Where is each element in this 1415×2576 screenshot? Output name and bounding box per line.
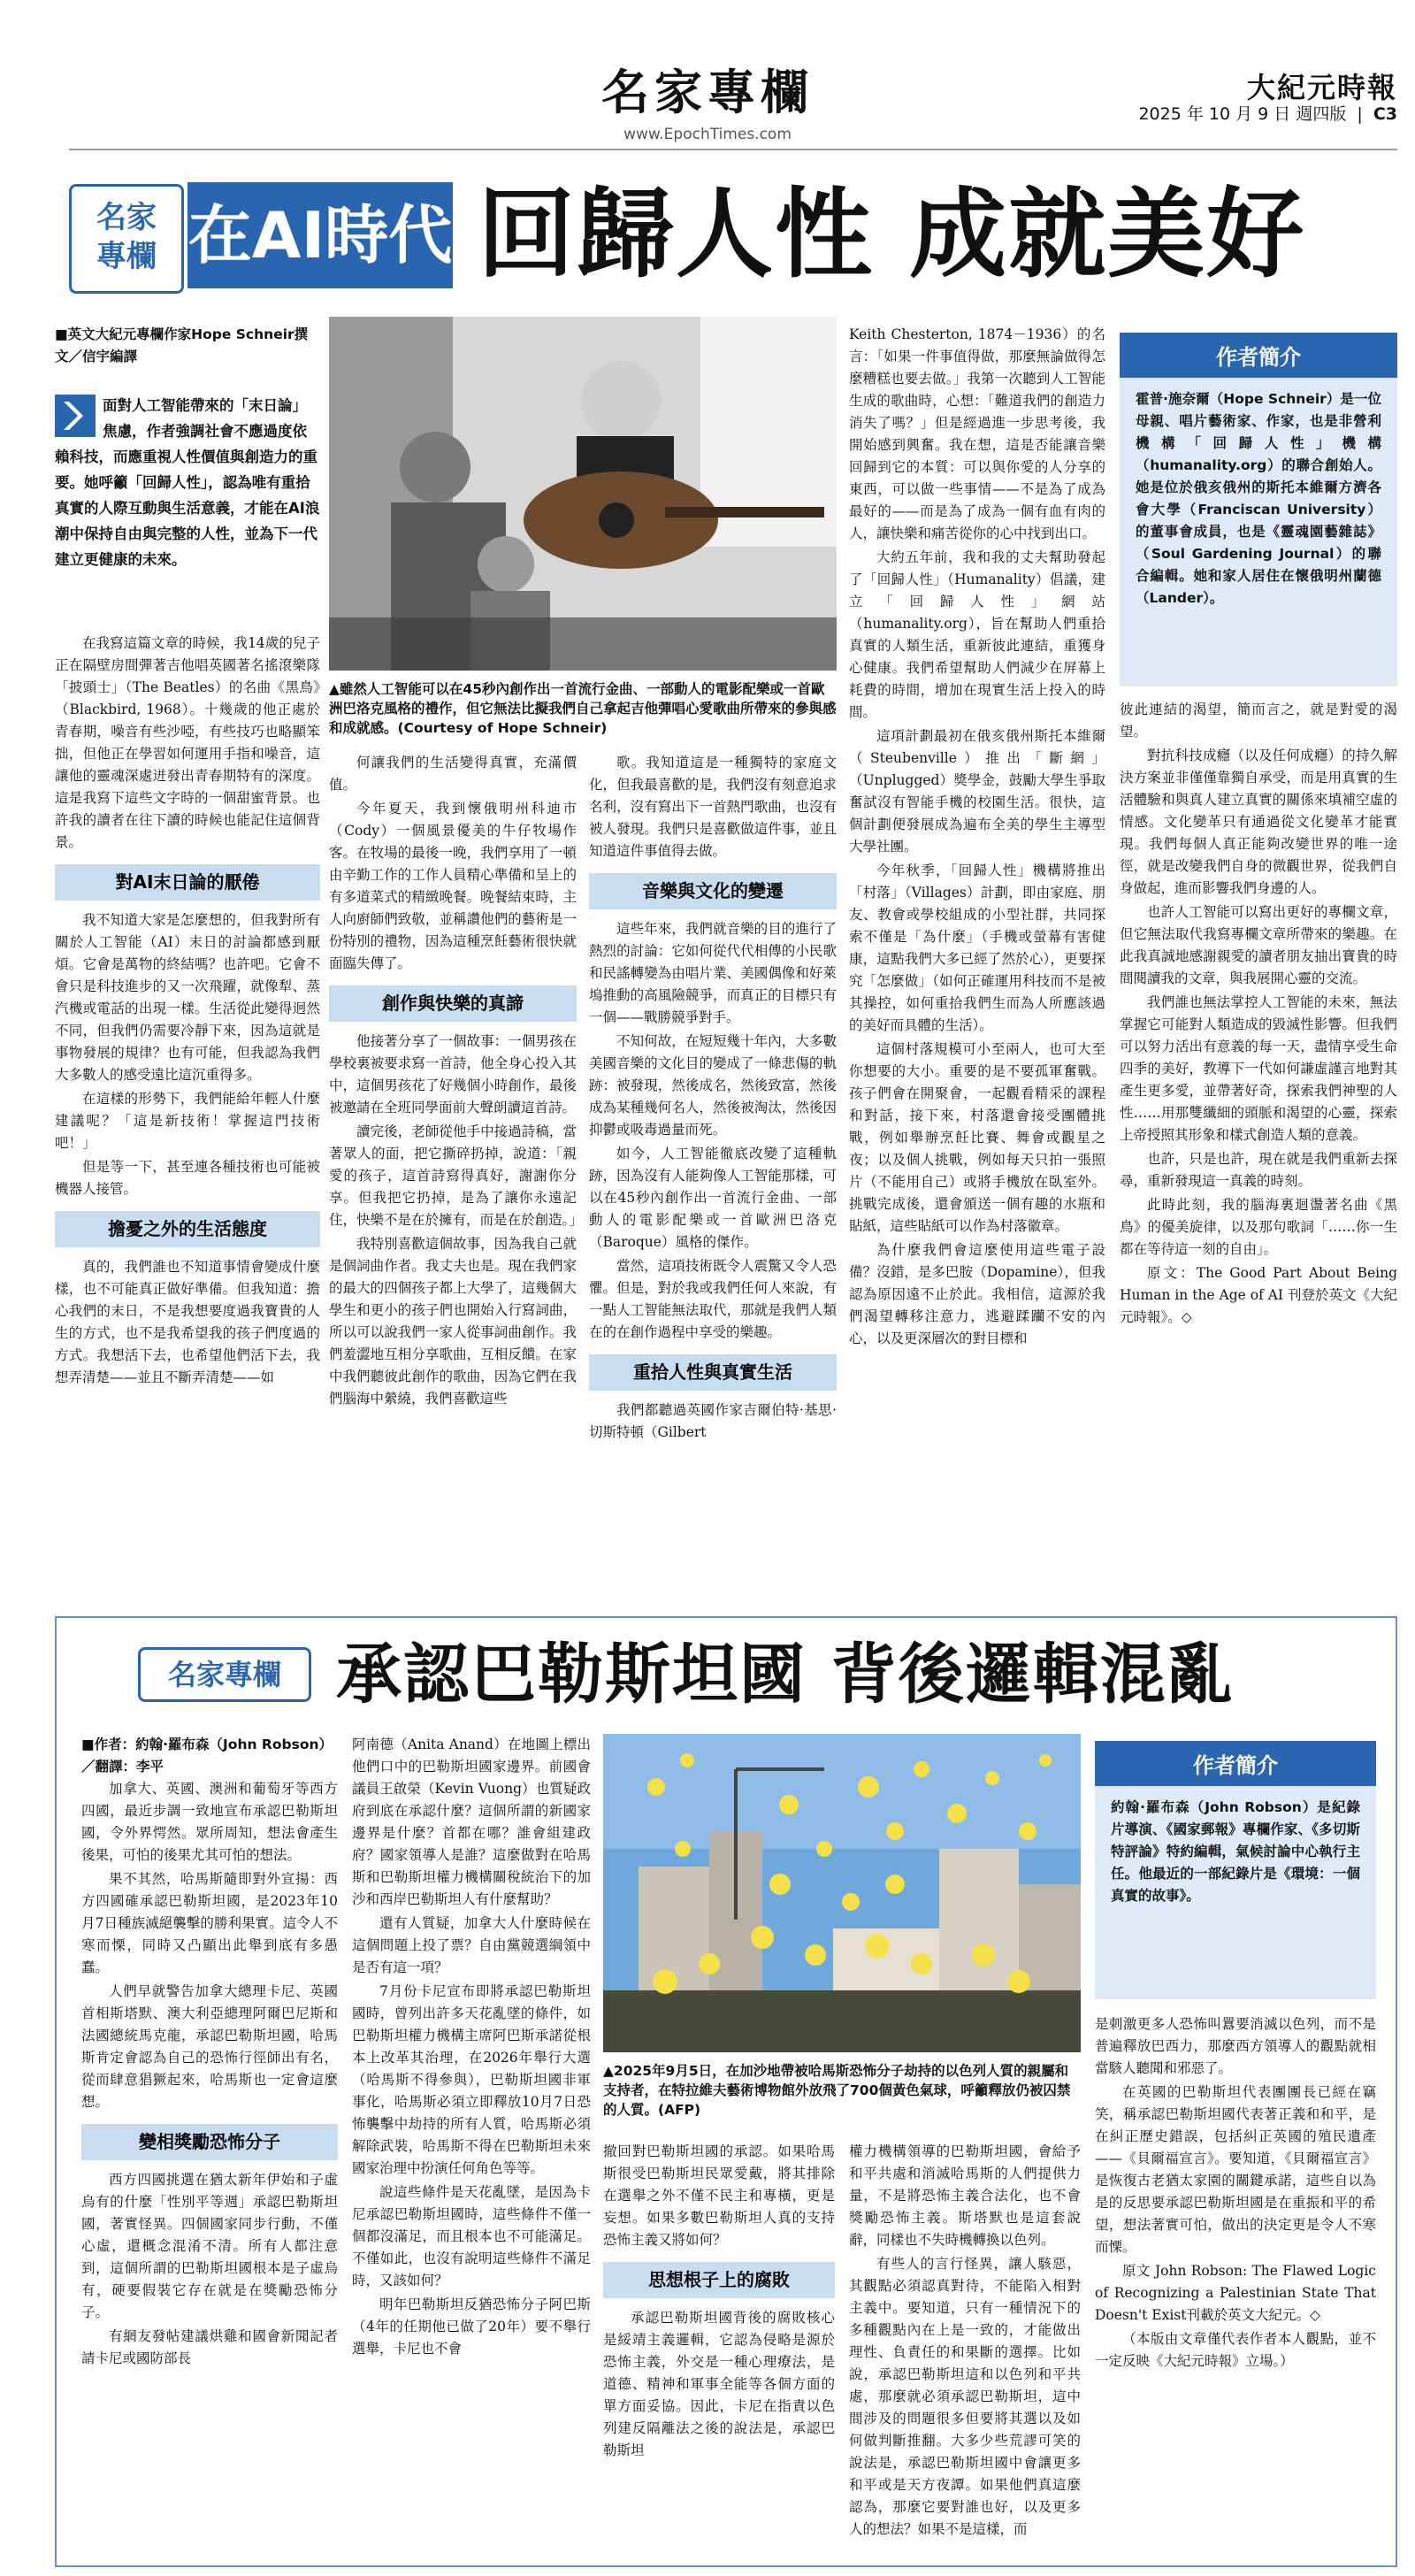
- article1-lede: [55, 393, 320, 572]
- paragraph: 當然，這項技術既令人震驚又令人恐懼。但是，對於我或我們任何人來說，有一點人工智能無法取代，那就是我們人類在的在創作過程中享受的樂趣。: [589, 1258, 837, 1340]
- paragraph: 何讓我們的生活變得真實，充滿價值。: [329, 755, 577, 793]
- article2-badge: 名家專欄: [138, 1647, 311, 1702]
- paragraph: 承認巴勒斯坦國背後的腐敗核心是綏靖主義邏輯，它認為侵略是源於恐怖主義，外交是一種心理療法，是道德、精神和軍事全能等各個方面的單方面妥協。因此，卡尼在指責以色列建反隔離法之後的說法是，承認巴勒斯坦: [603, 2310, 835, 2458]
- page-number: C3: [1373, 104, 1397, 124]
- masthead-rule: [69, 149, 1397, 150]
- article2-column-1: [81, 1778, 338, 2372]
- article1-title-main: 回歸人性 成就美好: [478, 177, 1306, 291]
- lede-arrow-icon: [55, 395, 96, 437]
- article1-title-ai: 在AI時代: [187, 182, 453, 288]
- paragraph: 不知何故，在短短幾十年內，大多數美國音樂的文化目的變成了一條悲傷的軌跡：被發現，然後成名，然後致富，然後成為某種幾何名人，然後被淘汰，然後因抑鬱或吸毒過量而死。: [589, 1033, 837, 1138]
- paragraph: 今年夏天，我到懷俄明州科迪市（Cody）一個風景優美的牛仔牧場作客。在牧場的最後一晚，我們享用了一頓由辛勤工作的工作人員精心準備和呈上的有多道菜式的精緻晚餐。晚餐結束時，主人向廚師們致敬，並稱讚他們的藝術是一份特別的禮物，因為這種烹飪藝術很快就面臨失傳了。: [329, 801, 577, 971]
- paragraph: 果不其然，哈馬斯隨即對外宣揚：西方四國確承認巴勒斯坦國，是2023年10月7日種族滅絕襲擊的勝利果實。這令人不寒而慄，同時又凸顯出此舉到底有多愚蠢。: [81, 1871, 338, 1975]
- paragraph: 歌。我知道這是一種獨特的家庭文化，但我最喜歡的是，我們沒有刻意追求名利，沒有寫出下一首熱門歌曲，也沒有被人發現。我們只是喜歡做這件事，並且知道這件事值得去做。: [589, 755, 837, 859]
- author-bio-box: [1120, 333, 1397, 686]
- paragraph: 7月份卡尼宣布即將承認巴勒斯坦國時，曾列出許多天花亂墜的條件，如巴勒斯坦權力機構主席阿巴斯承諾從根本上改革其治理，在2026年舉行大選（哈馬斯不得參與），巴勒斯坦國非軍事化，哈馬斯必須立即釋放10月7日恐怖襲擊中劫持的所有人質，哈馬斯必須解除武裝，哈馬斯不得在巴勒斯坦未來國家治理中扮演任何角色等等。: [352, 1983, 591, 2176]
- photo2-caption: ▲2025年9月5日，在加沙地帶被哈馬斯恐怖分子劫持的以色列人質的親屬和支持者，在特拉維夫藝術博物館外放飛了700個黃色氣球，呼籲釋放仍被囚禁的人質。(AFP): [603, 2063, 1071, 2118]
- paragraph: 也許，只是也許，現在就是我們重新去探尋，重新發現這一真義的時刻。: [1120, 1151, 1397, 1189]
- paragraph: 真的，我們誰也不知道事情會變成什麼樣，也不可能真正做好準備。但我知道：擔心我們的末日，不是我想要度過我寶貴的人生的方式，也不是我希望我的孩子們度過的方式。我想活下去，也希望他們活下去，我想弄清楚——並且不斷弄清楚——如: [55, 1259, 320, 1385]
- paragraph: 我們都聽過英國作家吉爾伯特·基思·切斯特頓（Gilbert: [589, 1402, 837, 1440]
- article2-column-4: [849, 2141, 1081, 2542]
- paragraph: 此時此刻，我的腦海裏迴盪著名曲《黑鳥》的優美旋律，以及那句歌詞「……你一生都在等待這一刻的自由」。: [1120, 1197, 1397, 1257]
- author-bio-box-2: [1095, 1741, 1376, 1999]
- paragraph: 這個村落規模可小至兩人，也可大至你想要的大小。重要的是不要孤軍奮戰。孩子們會在開聚會，一起觀看精采的課程和對話，接下來，村落還會接受團體挑戰，例如舉辦烹飪比賽、舞會或觀星之夜；以及個人挑戰，例如每天只拍一張照片（不能用自己）或將手機放在臥室外。挑戰完成後，還會頒送一個有趣的水瓶和貼紙，這些貼紙可以作為村落徽章。: [849, 1041, 1105, 1234]
- paragraph: 他接著分享了一個故事：一個男孩在學校裏被要求寫一首詩，他全身心投入其中，這個男孩花了好幾個小時創作，最後被邀請在全班同學面前大聲朗讀這首詩。: [329, 1033, 577, 1116]
- paragraph: 明年巴勒斯坦反猶恐怖分子阿巴斯（4年的任期他已做了20年）要不舉行選舉，卡尼也不會: [352, 2296, 591, 2357]
- section-title: 名家專欄: [601, 65, 814, 120]
- subhead-creation-joy: 創作與快樂的真諦: [329, 985, 577, 1022]
- paragraph: 大約五年前，我和我的丈夫幫助發起了「回歸人性」（Humanality）倡議，建立「回歸人性」網站（humanality.org），旨在幫助人們重拾真實的人類生活，重新彼此連結，重獲身心健康。我們希望幫助人們減少在屏幕上耗費的時間，增加在現實生活上投入的時間。: [849, 549, 1105, 720]
- subhead-ai-doom: 對AI末日論的厭倦: [55, 864, 320, 901]
- paragraph: 彼此連結的渴望，簡而言之，就是對愛的渴望。: [1120, 702, 1397, 740]
- paragraph: 是刺激更多人恐怖叫囂要消滅以色列，而不是普遍釋放巴西力，那麼西方領導人的觀點就相當駭人聽聞和邪惡了。: [1095, 2016, 1376, 2076]
- article1-badge: [69, 184, 184, 294]
- date-divider: |: [1357, 104, 1363, 124]
- paragraph: 原文：The Good Part About Being Human in the Age of AI 刊登於英文《大紀元時報》。◇: [1120, 1265, 1397, 1325]
- masthead: [0, 0, 1415, 168]
- paragraph: 撤回對巴勒斯坦國的承認。如果哈馬斯很受巴勒斯坦民眾愛戴，將其排除在選舉之外不僅不民主和專橫，更是妄想。如果多數巴勒斯坦人真的支持恐怖主義又將如何？: [603, 2143, 835, 2248]
- author-bio-title: 作者簡介: [1120, 333, 1397, 378]
- subhead-reward-terror: 變相獎勵恐怖分子: [81, 2124, 338, 2160]
- article1-column-5: [1120, 699, 1397, 1330]
- paragraph: 我不知道大家是怎麼想的，但我對所有關於人工智能（AI）末日的討論都感到厭煩。它會是萬物的終結嗎？也許吧。它會不會只是科技進步的又一次飛躍，就像犁、蒸汽機或電話的出現一樣。生活從此變得迥然不同，但我們仍需要冷靜下來，因為這就是事物發展的規律？也有可能，但我認為我們大多數人的感受遠比這沉重得多。: [55, 912, 320, 1083]
- paragraph: 今年秋季，「回歸人性」機構將推出「村落」（Villages）計劃，即由家庭、朋友、教會或學校組成的小型社群，共同探索不僅是「為什麼」（手機或螢幕有害健康，這點我們大多已經了然於心），更要探究「怎麼做」（如何正確運用科技而不是被其操控，如何重拾我們生而為人所應該過的美好而具體的生活）。: [849, 862, 1105, 1033]
- article2-column-2: [352, 1734, 591, 2362]
- paragraph: 原文 John Robson: The Flawed Logic of Recognizing a Palestinian State That Doesn't Exist刊載於英文大紀元。◇: [1095, 2263, 1376, 2323]
- article2-byline: ■作者：約翰·羅布森（John Robson）／翻譯：李平: [81, 1736, 333, 1775]
- badge-text: 名家 專欄: [96, 200, 157, 274]
- logo: 大紀元時報: [1246, 71, 1397, 104]
- paragraph: Keith Chesterton, 1874－1936）的名言：「如果一件事值得做，那麼無論做得怎麼糟糕也要去做。」我第一次聽到人工智能生成的歌曲時，心想：「難道我們的創造力消失了嗎？」但是經過進一步思考後，我開始感到興奮。我在想，這是否能讓音樂回歸到它的本質：可以與你愛的人分享的東西，可以做一些事情——不是為了成為最好的——而是為了成為一個有血有肉的人，讓快樂和痛苦從你的心中找到出口。: [849, 326, 1105, 541]
- date-text: 2025 年 10 月 9 日 週四版: [1138, 104, 1347, 124]
- issue-date: [1105, 101, 1397, 125]
- paragraph: 如今，人工智能徹底改變了這種軌跡，因為沒有人能夠像人工智能那樣，可以在45秒內創作出一首流行金曲、一部動人的電影配樂或一首歐洲巴洛克（Baroque）風格的傑作。: [589, 1146, 837, 1250]
- paragraph: 對抗科技成癮（以及任何成癮）的持久解決方案並非僅僅靠獨自承受，而是用真實的生活體驗和與真人建立真實的關係來填補空虛的情感。文化變革只有通過從文化變革才能實現。我們每個人真正能夠改變世界的唯一途徑，就是改變我們自身的微觀世界，從我們自身做起，進而影響我們身邊的人。: [1120, 748, 1397, 896]
- paragraph: 人們早就警告加拿大總理卡尼、英國首相斯塔默、澳大利亞總理阿爾巴尼斯和法國總統馬克龍，承認巴勒斯坦國，哈馬斯肯定會認為自己的恐怖行徑師出有名，從而肆意猖獗起來，哈馬斯也一定會這麼想。: [81, 1983, 338, 2110]
- paragraph: 但是等一下，甚至連各種技術也可能被機器人接管。: [55, 1159, 320, 1197]
- author-bio-text-2: 約翰·羅布森（John Robson）是紀錄片導演、《國家郵報》專欄作家、《多切斯特評論》特約編輯，氣候討論中心執行主任。他最近的一部紀錄片是《環境：一個真實的故事》。: [1111, 1799, 1360, 1904]
- article1-column-2: [329, 752, 583, 1412]
- article2-column-5: [1095, 2013, 1376, 2374]
- paragraph: 這項計劃最初在俄亥俄州斯托本維爾（Steubenville）推出「斷網」（Unplugged）獎學金，鼓勵大學生爭取奮試沒有智能手機的校園生活。很快，這個計劃便發展成為遍布全美的學生主導型大學社團。: [849, 728, 1105, 855]
- subhead-regain-humanity: 重拾人性與真實生活: [589, 1354, 837, 1391]
- subhead-life-attitude: 擔憂之外的生活態度: [55, 1211, 320, 1247]
- paragraph: 有網友發帖建議烘雞和國會新聞記者請卡尼或國防部長: [81, 2328, 338, 2366]
- paragraph: 阿南德（Anita Anand）在地圖上標出他們口中的巴勒斯坦國家邊界。前國會議員王啟榮（Kevin Vuong）也質疑政府到底在承認什麼？這個所謂的新國家邊界是什麼？首都在哪？誰會組建政府？國家領導人是誰？這麼做對在哈馬斯和巴勒斯坦權力機構關稅統治下的加沙和西岸巴勒斯坦人有什麼幫助？: [352, 1736, 591, 1907]
- paragraph: 在我寫這篇文章的時候，我14歲的兒子正在隔壁房間彈著吉他唱英國著名搖滾樂隊「披頭士」（The Beatles）的名曲《黑鳥》（Blackbird, 1968）。十幾歲的他正處於青春期，噪音有些沙啞，有些技巧也略顯笨拙，但他正在學習如何運用手指和噪音，這讓他的靈魂深處迸發出青春期特有的深度。這是我寫下這些文字時的一個甜蜜背景。也許我的讀者在往下讀的時候也能記住這個背景。: [55, 635, 320, 850]
- subhead-music-culture: 音樂與文化的變遷: [589, 873, 837, 909]
- article2-title: 承認巴勒斯坦國 背後邏輯混亂: [336, 1637, 1235, 1713]
- article2-column-3: [603, 2141, 835, 2464]
- paragraph: 我們誰也無法掌控人工智能的未來，無法掌握它可能對人類造成的毀滅性影響。但我們可以努力活出有意義的每一天，盡情享受生命四季的美好，教導下一代如何謙虛謹言地對其產生更多愛，並帶著好奇，探索我們神聖的人性……用那雙纖細的頭脈和渴望的心靈，探索上帝授照其形象和樣式創造人類的意義。: [1120, 994, 1397, 1143]
- author-bio-title-2: 作者簡介: [1095, 1741, 1376, 1786]
- paragraph: 有些人的言行怪異，讓人駭惡，其觀點必須認真對待，不能陷入相對主義中。要知道，只有一種情況下的多種觀點內在上是一致的，才能做出理性、負責任的和果斷的選擇。比如說，承認巴勒斯坦這和以色列和平共處，那麼就必須承認巴勒斯坦，這中間涉及的問題很多但要將其選以及如何做判斷推翻。大多少些荒謬可笑的說法是，承認巴勒斯坦國中會讓更多和平或是天方夜譚。如果他們真這麼認為，那麼它要對誰也好，以及更多人的想法？如果不是這樣，而: [849, 2256, 1081, 2537]
- paragraph: 讀完後，老師從他手中接過詩稿，當著眾人的面，把它撕碎扔掉，說道：「親愛的孩子，這首詩寫得真好，謝謝你分享。但我把它扔掉，是為了讓你永遠記住，快樂不是在於擁有，而是在於創造。」: [329, 1123, 583, 1228]
- lede-text: 面對人工智能帶來的「末日論」焦慮，作者強調社會不應過度依賴科技，而應重視人性價值與創造力的重要。她呼籲「回歸人性」，認為唯有重拾真實的人際互動與生活意義，才能在AI浪潮中保持自由與完整的人性，並為下一代建立更健康的未來。: [55, 397, 320, 568]
- paragraph: 權力機構領導的巴勒斯坦國，會給予和平共處和消滅哈馬斯的人們提供力量，不是將恐怖主義合法化，也不會獎勵恐怖主義。斯塔默也是這套說辭，同樣也不失時機轉換以色列。: [849, 2143, 1081, 2248]
- site-url: www.EpochTimes.com: [623, 126, 792, 143]
- balloon-photo: [603, 1734, 1081, 2052]
- paragraph: 還有人質疑，加拿大人什麼時候在這個問題上投了票？自由黨競選綱領中是否有這一項？: [352, 1915, 591, 1975]
- paragraph: 西方四國挑選在猶太新年伊始和子虛烏有的什麼「性別平等週」承認巴勒斯坦國，著實怪異。四個國家同步行動，不僅心虛，還概念混淆不清。所有人都注意到，這個所謂的巴勒斯坦國根本是子虛烏有，硬要假裝它存在就是在獎勵恐怖分子。: [81, 2172, 338, 2320]
- guitar-photo: [329, 317, 837, 671]
- photo1-caption: ▲雖然人工智能可以在45秒內創作出一首流行金曲、一部動人的電影配樂或一首歐洲巴洛克風格的禮作，但它無法比擬我們自己拿起吉他彈唱心愛歌曲所帶來的參與感和成就感。(Courtesy of Hope Schneir): [329, 681, 837, 736]
- paragraph: 為什麼我們會這麼使用這些電子設備？沒錯，是多巴胺（Dopamine），但我認為原因遠不止於此。我相信，這源於我們渴望轉移注意力，逃避蹂躪不安的內心，以及更深層次的對目標和: [849, 1242, 1105, 1346]
- paragraph: （本版由文章僅代表作者本人觀點，並不一定反映《大紀元時報》立場。）: [1095, 2331, 1376, 2369]
- author-bio-text: 霍普·施奈爾（Hope Schneir）是一位母親、唱片藝術家、作家，也是非營利機構「回歸人性」機構（humanality.org）的聯合創始人。她是位於俄亥俄州的斯托本維爾方濟各會大學（Franciscan University）的董事會成員，也是《靈魂園藝雜誌》（Soul Gardening Journal）的聯合編輯。她和家人居住在懷俄明州蘭德（Lander）。: [1136, 391, 1381, 606]
- paragraph: 在英國的巴勒斯坦代表團團長已經在竊笑，稱承認巴勒斯坦國代表著正義和和平，是在糾正歷史錯誤，包括糾正英國的殖民遺產——《貝爾福宣言》。要知道，《貝爾福宣言》是恢復古老猶太家園的關鍵承諾，這些自以為是的反思要承認巴勒斯坦國是在重振和平的希望，想法著實可怕，做出的決定更是令人不寒而慄。: [1095, 2084, 1376, 2255]
- paragraph: 也許人工智能可以寫出更好的專欄文章，但它無法取代我寫專欄文章所帶來的樂趣。在此我真誠地感謝親愛的讀者朋友抽出寶貴的時間閱讀我的文章，與我展開心靈的交流。: [1120, 904, 1397, 986]
- paragraph: 說這些條件是天花亂墜，是因為卡尼承認巴勒斯坦國時，這些條件不僅一個都沒滿足，而且根本也不可能滿足。不僅如此，也沒有說明這些條件不滿足時，又該如何？: [352, 2184, 591, 2288]
- article1-column-4: [849, 324, 1105, 1352]
- paragraph: 加拿大、英國、澳洲和葡萄牙等西方四國，最近步調一致地宣布承認巴勒斯坦國，令外界愕然。眾所周知，想法會產生後果，可怕的後果尤其可怕的想法。: [81, 1781, 338, 1863]
- subhead-root-corruption: 思想根子上的腐敗: [603, 2262, 835, 2298]
- paragraph: 這些年來，我們就音樂的目的進行了熱烈的討論：它如何從代代相傳的小民歌和民謠轉變為由唱片業、美國偶像和好萊塢推動的高風險競爭，而真正的目標只有一個——戰勝競爭對手。: [589, 921, 837, 1025]
- paragraph: 在這樣的形勢下，我們能給年輕人什麼建議呢？「這是新技術！掌握這門技術吧！」: [55, 1091, 320, 1151]
- article1-byline: ■英文大紀元專欄作家Hope Schneir撰文／信宇編譯: [55, 326, 309, 364]
- article1-column-1: [55, 632, 320, 1391]
- paragraph: 我特別喜歡這個故事，因為我自己就是個詞曲作者。我丈夫也是。現在我們家的最大的四個孩子都上大學了，這幾個大學生和更小的孩子們也開始入行寫詞曲，所以可以說我們一家人從事詞曲創作。我們羞澀地互相分享歌曲，互相反饋。在家中我們聽彼此創作的歌曲，因為它們在我們腦海中縈繞，我們喜歡這些: [329, 1236, 577, 1407]
- article1-column-3: [589, 752, 837, 1445]
